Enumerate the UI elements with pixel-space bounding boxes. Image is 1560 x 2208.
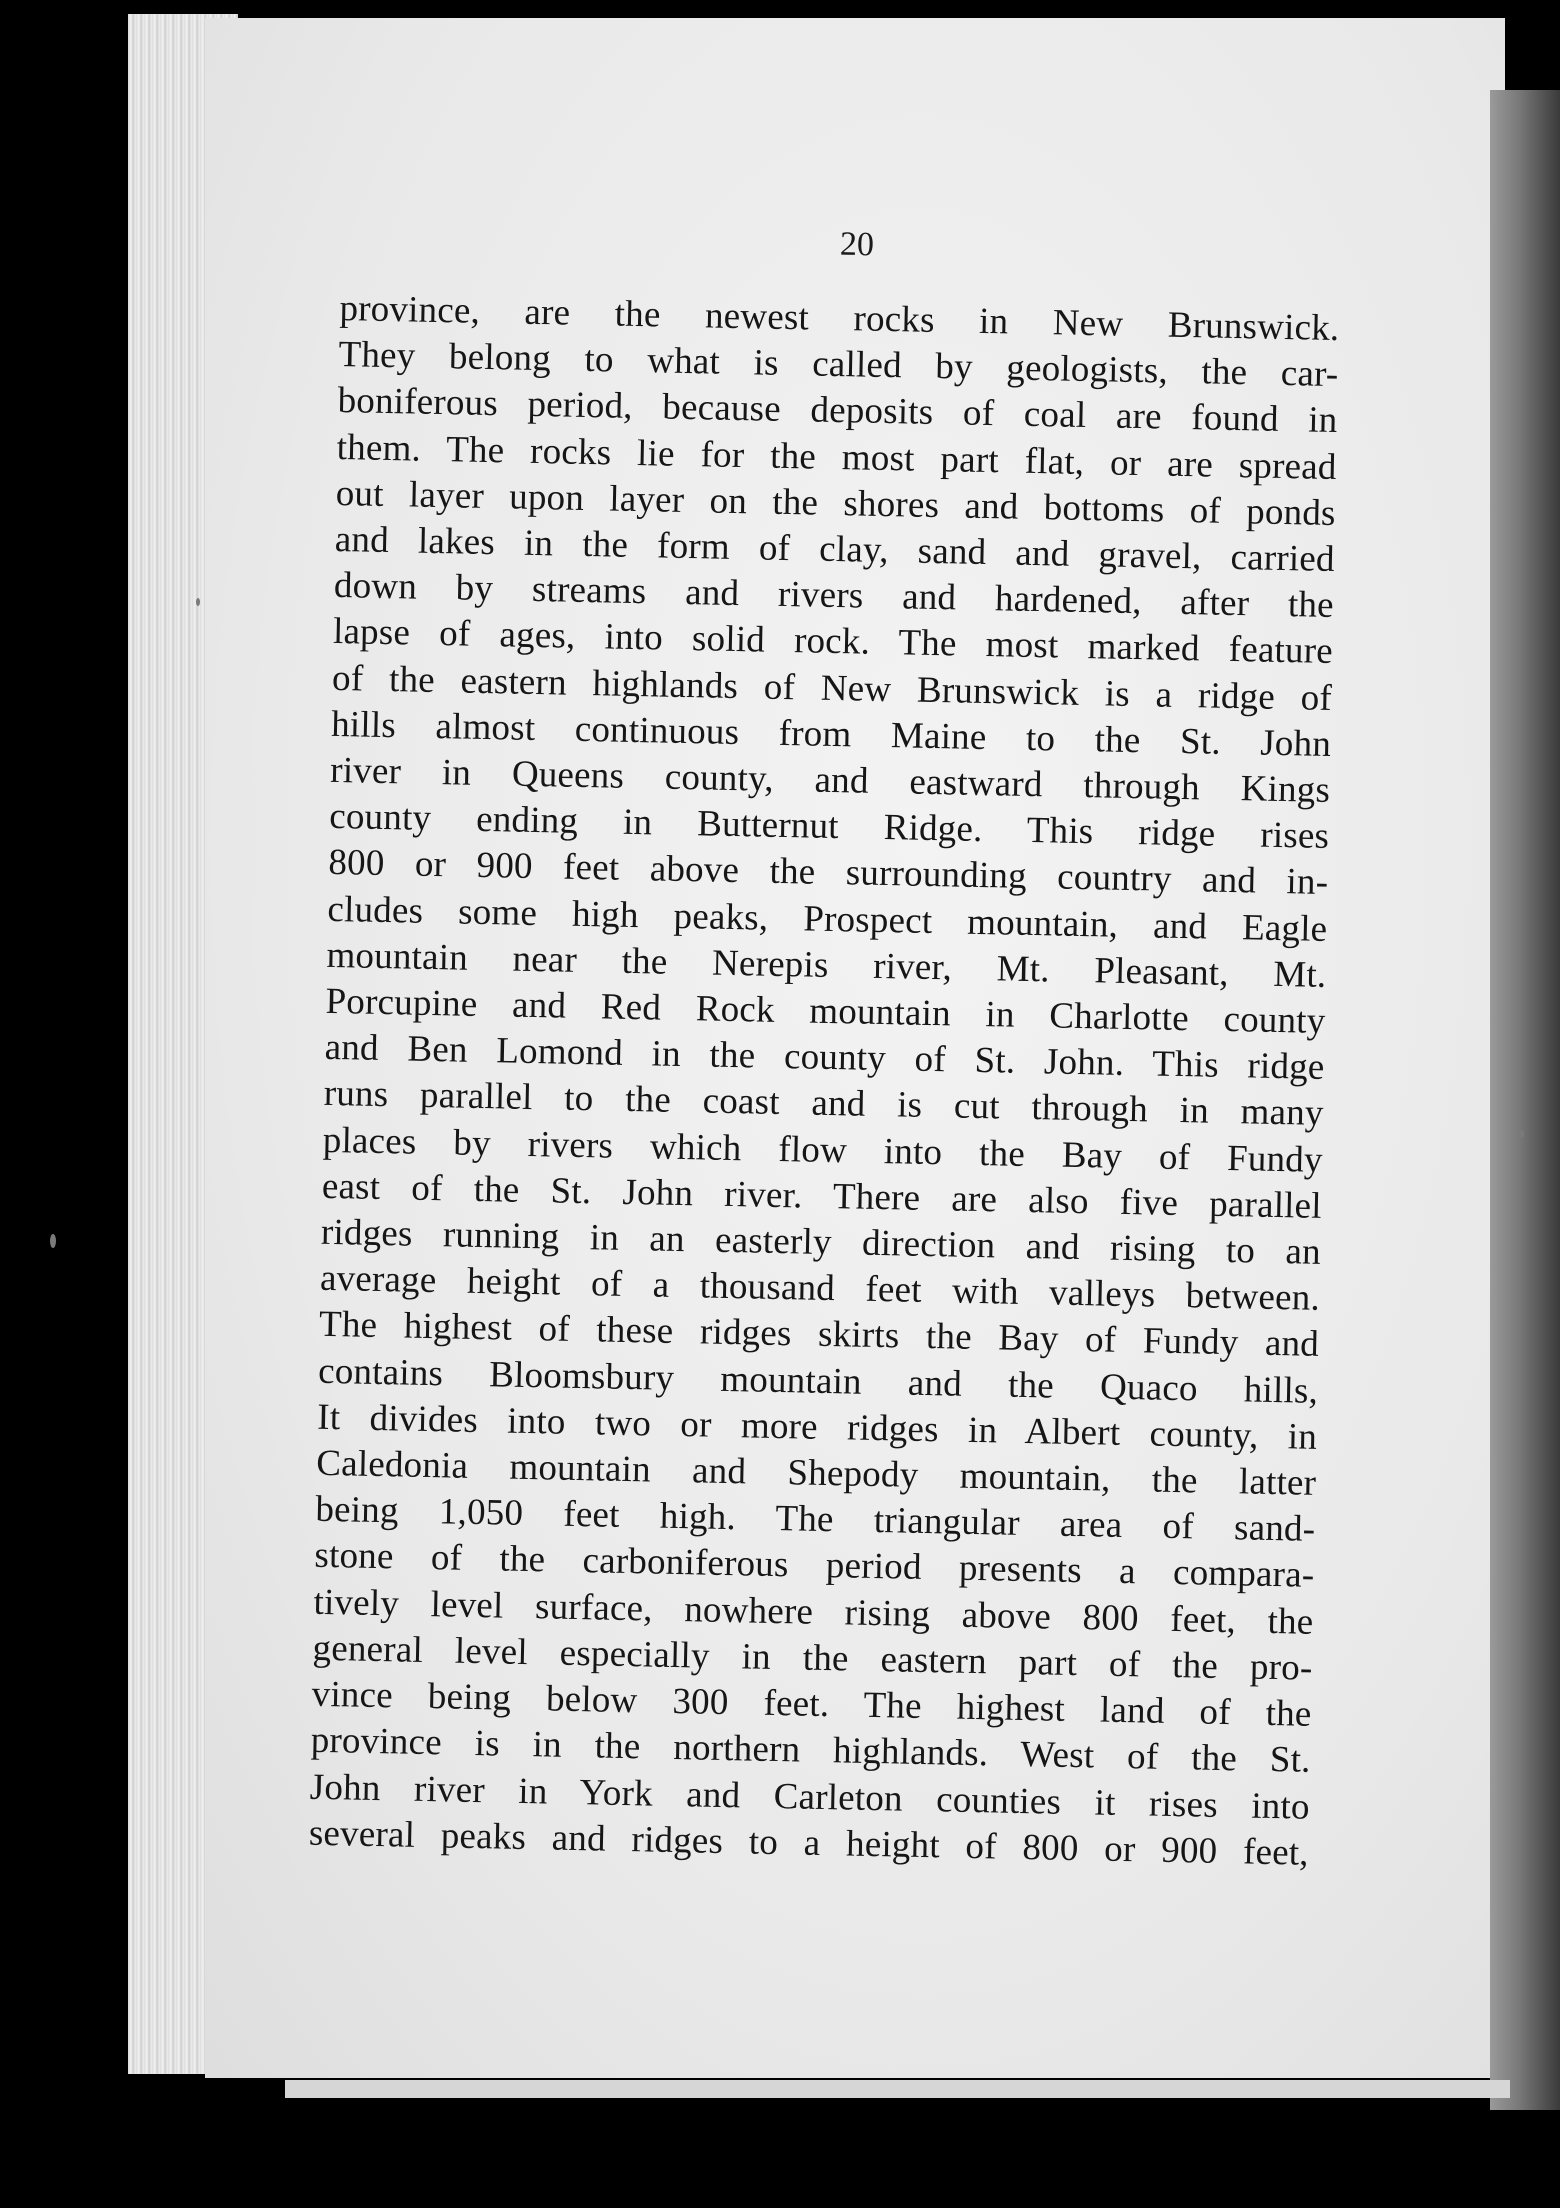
margin-mark — [1518, 1130, 1524, 1138]
text-line: stone of the carboniferous period presents a compara- — [314, 1535, 1315, 1597]
text-line: down by streams and rivers and hardened, after the — [333, 565, 1335, 627]
book-gutter-shadow — [1490, 90, 1560, 2110]
text-line: county ending in Butternut Ridge. This ridge rises — [328, 796, 1330, 858]
margin-mark — [50, 1234, 56, 1248]
text-line: contains Bloomsbury mountain and the Quaco hills, — [317, 1350, 1319, 1412]
text-line: several peaks and ridges to a height of 800 or 900 feet, — [308, 1812, 1310, 1874]
text-line: general level especially in the eastern part of the pro- — [312, 1627, 1313, 1689]
text-line: It divides into two or more ridges in Albert county, in — [316, 1396, 1318, 1458]
text-line: cludes some high peaks, Prospect mountain, and Eagle — [327, 888, 1328, 950]
text-line: and lakes in the form of clay, sand and gravel, carried — [334, 518, 1336, 581]
text-line: lapse of ages, into solid rock. The most marked feature — [332, 611, 1334, 673]
text-line: province is in the northern highlands. West of the St. — [310, 1720, 1312, 1782]
text-line: Caledonia mountain and Shepody mountain, the latter — [315, 1442, 1317, 1504]
text-line: of the eastern highlands of New Brunswick is a ridge of — [331, 657, 1333, 719]
text-line: province, are the newest rocks in New Brunswick. — [339, 287, 1340, 350]
text-line: east of the St. John river. There are also five parallel — [321, 1165, 1323, 1227]
body-text — [308, 286, 1339, 1877]
text-line: 800 or 900 feet above the surrounding country and in- — [328, 842, 1329, 904]
text-line: hills almost continuous from Maine to the St. John — [330, 703, 1332, 765]
page-number: 20 — [839, 225, 875, 264]
text-line: average height of a thousand feet with valleys between. — [319, 1258, 1321, 1320]
text-line: mountain near the Nerepis river, Mt. Pleasant, Mt. — [326, 934, 1327, 996]
text-line: ridges running in an easterly direction and rising to an — [320, 1211, 1322, 1273]
text-line: boniferous period, because deposits of coal are found in — [337, 380, 1338, 442]
margin-mark — [196, 598, 200, 606]
text-line: vince being below 300 feet. The highest land of the — [311, 1673, 1312, 1735]
text-line: being 1,050 feet high. The triangular area of sand- — [315, 1489, 1316, 1551]
text-line: Porcupine and Red Rock mountain in Charlotte county — [325, 980, 1326, 1042]
text-line: The highest of these ridges skirts the Bay of Fundy and — [318, 1304, 1320, 1366]
text-line: runs parallel to the coast and is cut through in many — [323, 1073, 1324, 1135]
text-line: John river in York and Carleton counties it rises into — [309, 1766, 1311, 1828]
page-bottom-edge — [285, 2080, 1510, 2098]
text-line: river in Queens county, and eastward through Kings — [329, 749, 1331, 811]
text-line: places by rivers which flow into the Bay of Fundy — [322, 1119, 1324, 1181]
text-line: them. The rocks lie for the most part flat, or are spread — [336, 426, 1337, 488]
text-line: out layer upon layer on the shores and bottoms of ponds — [335, 472, 1337, 534]
text-line: and Ben Lomond in the county of St. John. This ridge — [324, 1027, 1325, 1089]
text-line: tively level surface, nowhere rising above 800 feet, the — [313, 1581, 1314, 1643]
text-line: They belong to what is called by geologists, the car- — [338, 334, 1339, 396]
